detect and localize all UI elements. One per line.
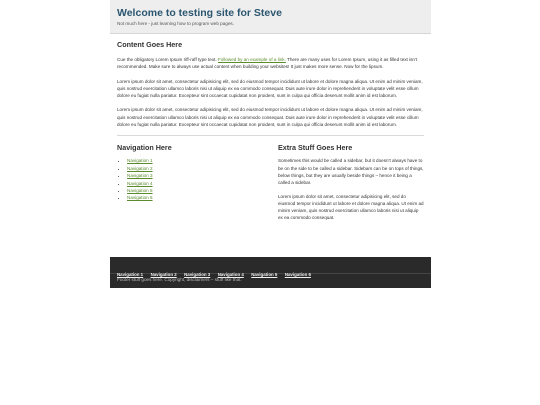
site-header xyxy=(110,0,431,34)
site-title: Welcome to testing site for Steve xyxy=(117,7,282,19)
main-content xyxy=(110,34,431,228)
list-item xyxy=(127,180,257,187)
lorem-paragraph-2: Lorem ipsum dolor sit amet, consectetur adipisicing elit, sed do eiusmod tempor incididunt ut labore et dolore magna aliqua. Ut enim ad minim veniam, quis nostrud exercitation ullamco laboris nisi ut aliquip ex ea commodo consequat. Duis aute irure dolor in reprehenderit in voluptate velit esse cillum dolore eu fugiat nulla pariatur. Excepteur sint occaecat cupidatat non proident, sunt in culpa qui officia deserunt mollit anim id est laborum. xyxy=(117,107,423,128)
sidebar-section xyxy=(278,143,424,227)
sidebar-paragraph-2: Lorem ipsum dolor sit amet, consectetur adipisicing elit, sed do eiusmod tempor incididunt ut labore et dolore magna aliqua. Ut enim ad minim veniam, quis nostrud exercitation ullamco laboris nisi ut aliquip ex ea commodo consequat. xyxy=(278,193,424,221)
sidebar-heading: Extra Stuff Goes Here xyxy=(278,143,353,153)
list-item xyxy=(127,194,257,201)
footer-nav-link-4[interactable]: Navigation 4 xyxy=(217,272,244,277)
intro-text-after: There are many uses for Lorem Ipsum, using it as filled text isn't recommended. Make sure to always use actual content when building your websites! It just makes more sense. Now for the lipsum. xyxy=(117,57,418,70)
footer-nav-link-3[interactable]: Navigation 3 xyxy=(184,272,211,277)
nav-link-2[interactable]: Navigation 2 xyxy=(127,165,153,171)
footer-nav-link-1[interactable]: Navigation 1 xyxy=(117,272,144,277)
intro-paragraph xyxy=(117,56,424,71)
intro-text-before: Cue the obligatory Lorem Ipsum riff-raff type text. xyxy=(117,57,218,62)
footer-copyright: Footer stuff goes here. Copyright, disclaimers – stuff like that. xyxy=(117,277,242,282)
columns xyxy=(117,143,424,227)
navigation-list xyxy=(117,157,257,201)
nav-link-6[interactable]: Navigation 6 xyxy=(127,195,153,201)
site-footer xyxy=(110,257,431,288)
site-tagline: Not much here - just learning how to program web pages. xyxy=(117,21,234,26)
lorem-paragraph-1: Lorem ipsum dolor sit amet, consectetur adipisicing elit, sed do eiusmod tempor incididunt ut labore et dolore magna aliqua. Ut enim ad minim veniam, quis nostrud exercitation ullamco laboris nisi ut aliquip ex ea commodo consequat. Duis aute irure dolor in reprehenderit in voluptate velit esse cillum dolore eu fugiat nulla pariatur. Excepteur sint occaecat cupidatat non proident, sunt in culpa qui officia deserunt mollit anim id est laborum. xyxy=(117,78,423,99)
content-divider xyxy=(117,135,424,136)
footer-nav-link-6[interactable]: Navigation 6 xyxy=(284,272,311,277)
footer-nav-link-2[interactable]: Navigation 2 xyxy=(150,272,177,277)
nav-link-5[interactable]: Navigation 5 xyxy=(127,188,153,193)
navigation-section xyxy=(117,143,257,227)
nav-link-3[interactable]: Navigation 3 xyxy=(127,173,153,179)
navigation-heading: Navigation Here xyxy=(117,143,172,153)
list-item xyxy=(127,187,257,194)
footer-navigation xyxy=(110,257,431,277)
list-item xyxy=(127,157,257,164)
list-item xyxy=(127,165,257,172)
nav-link-1[interactable]: Navigation 1 xyxy=(127,158,153,164)
example-link[interactable]: Followed by an example of a link. xyxy=(217,57,286,62)
footer-nav-link-5[interactable]: Navigation 5 xyxy=(251,272,278,277)
page-container xyxy=(110,0,431,228)
content-heading: Content Goes Here xyxy=(117,40,183,49)
list-item xyxy=(127,172,257,179)
sidebar-paragraph-1: Sometimes this would be called a sidebar, but it doesn't always have to be on the side to be called a sidebar. Sidebars can be on tops of things, below things, but they are usually beside things – hence it being a called a sidebar. xyxy=(278,158,424,186)
nav-link-4[interactable]: Navigation 4 xyxy=(127,180,153,186)
